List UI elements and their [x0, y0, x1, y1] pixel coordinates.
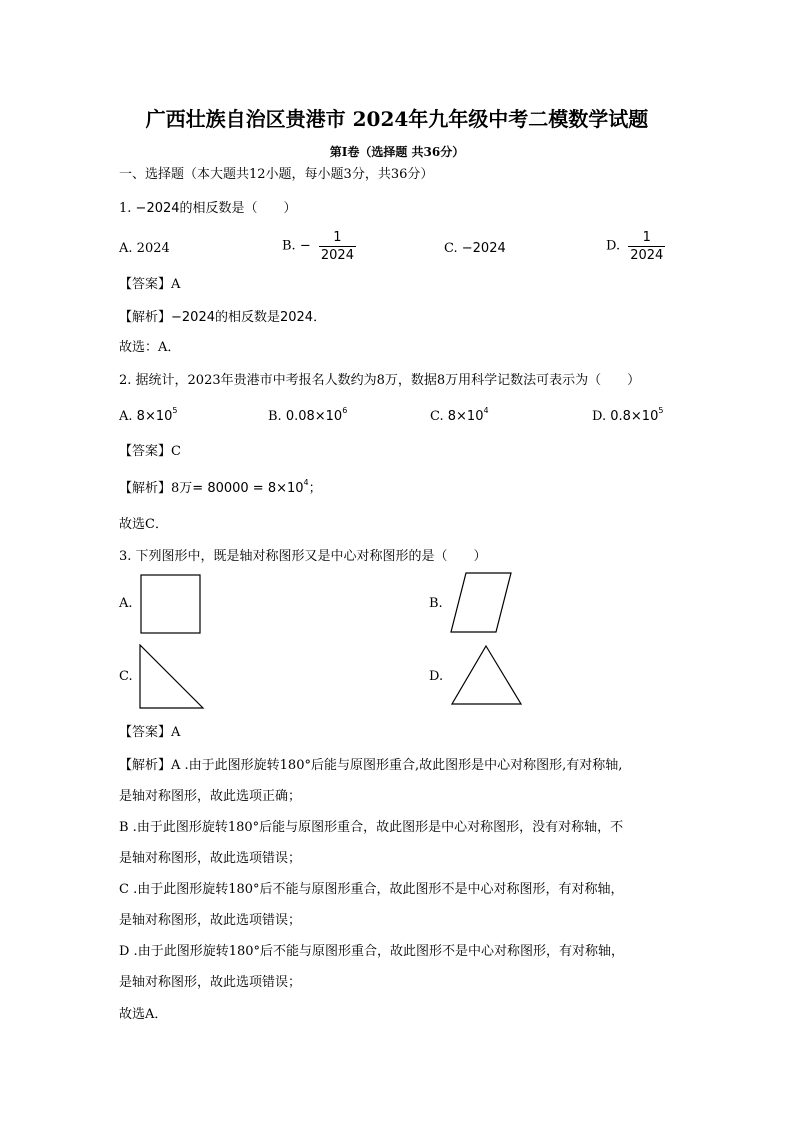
q3-option-c-label: C. — [119, 669, 133, 684]
q1-option-b — [282, 229, 356, 264]
q3-answer: 【答案】A — [119, 725, 181, 740]
fraction-denominator: 2024 — [320, 248, 354, 263]
q3-analysis-line-2: 是轴对称图形，故此选项正确； — [119, 789, 302, 804]
q3-option-b-label: B. — [429, 596, 443, 611]
q2-conclusion: 故选C． — [119, 517, 168, 532]
q1-option-c — [444, 240, 506, 258]
q2-option-c-base: 8×10 — [447, 409, 484, 424]
q3-analysis-line-4: 是轴对称图形，故此选项错误； — [119, 851, 302, 866]
q1-analysis-text: −2024的相反数是2024． — [171, 310, 327, 325]
q2-option-a-value — [136, 406, 178, 424]
q2-option-a-label: A. — [119, 409, 133, 424]
q2-option-c-value — [447, 406, 489, 424]
q1-option-c-label: C. — [444, 241, 458, 256]
q1-option-d — [606, 229, 665, 264]
parallelogram-figure — [449, 572, 513, 634]
analysis-label: 【解析】 — [119, 481, 172, 496]
q2-option-d — [592, 408, 663, 426]
q1-option-d-fraction — [628, 229, 665, 264]
q1-analysis — [119, 309, 326, 327]
section-subtitle: 第I卷（选择题 共36分） — [329, 145, 465, 159]
question-3: 3. 下列图形中，既是轴对称图形又是中心对称图形的是（ ） — [119, 549, 487, 564]
question-2: 2. 据统计，2023年贵港市中考报名人数约为8万，数据8万用科学记数法可表示为（ ） — [119, 373, 641, 388]
fraction-denominator: 2024 — [630, 248, 664, 263]
q2-option-b-exp: 6 — [342, 406, 348, 415]
q1-option-c-value: −2024 — [461, 241, 506, 256]
q3-analysis-line-6: 是轴对称图形，故此选项错误； — [119, 913, 302, 928]
q3-conclusion: 故选A． — [119, 1007, 168, 1022]
equilateral-triangle-figure — [451, 645, 523, 707]
q2-option-c — [430, 408, 489, 426]
q3-option-a-label: A. — [119, 596, 133, 611]
q2-option-b-base: 0.08×10 — [285, 409, 343, 424]
q2-option-d-exp: 5 — [658, 406, 664, 415]
question-1-text: 的相反数是（ ） — [179, 201, 297, 216]
q3-analysis-line-8: 是轴对称图形，故此选项错误； — [119, 975, 302, 990]
q1-option-b-sign: − — [299, 238, 311, 254]
section-heading: 一、选择题（本大题共12小题，每小题3分，共36分） — [119, 167, 434, 182]
q3-analysis-line-3: B .由于此图形旋转180°后能与原图形重合，故此图形是中心对称图形，没有对称轴，不 — [119, 820, 624, 835]
q2-option-a — [119, 408, 177, 426]
q1-answer: 【答案】A — [119, 277, 181, 292]
q2-analysis-post: ； — [308, 481, 322, 496]
q3-analysis-line-5: C .由于此图形旋转180°后不能与原图形重合，故此图形不是中心对称图形，有对称轴， — [119, 882, 624, 897]
fraction-numerator: 1 — [642, 230, 651, 245]
q2-option-d-label: D. — [592, 409, 607, 424]
q3-option-d-label: D. — [429, 669, 444, 684]
q2-option-a-exp: 5 — [172, 406, 178, 415]
q3-analysis-line-1: 【解析】A .由于此图形旋转180°后能与原图形重合,故此图形是中心对称图形,有对称轴, — [119, 758, 623, 773]
q2-option-b-label: B. — [268, 409, 282, 424]
q1-option-b-label: B. — [282, 238, 296, 254]
q2-option-d-value — [610, 406, 664, 424]
q2-option-b — [268, 408, 347, 426]
q1-option-b-fraction — [319, 229, 356, 264]
q1-option-a-value: 2024 — [136, 241, 170, 256]
q2-option-c-label: C. — [430, 409, 444, 424]
fraction-numerator: 1 — [333, 230, 342, 245]
analysis-label: 【解析】 — [119, 310, 172, 325]
q2-analysis — [119, 480, 322, 498]
q2-option-d-base: 0.8×10 — [610, 409, 659, 424]
question-1-math: −2024 — [135, 201, 180, 216]
q2-analysis-math: = 80000 = 8×10 — [192, 481, 304, 496]
q2-option-c-exp: 4 — [483, 406, 489, 415]
page-title: 广西壮族自治区贵港市 2024年九年级中考二模数学试题 — [145, 107, 649, 131]
q2-option-a-base: 8×10 — [136, 409, 173, 424]
square-figure — [140, 574, 202, 634]
q1-option-a-label: A. — [119, 241, 133, 256]
q2-answer: 【答案】C — [119, 444, 181, 459]
question-1-number: 1. — [119, 201, 132, 216]
right-triangle-figure — [139, 644, 205, 710]
q2-option-b-value — [285, 406, 348, 424]
q1-conclusion: 故选：A． — [119, 340, 181, 355]
q1-option-d-label: D. — [606, 238, 621, 254]
question-1 — [119, 200, 297, 218]
q2-analysis-exp: 4 — [303, 478, 309, 487]
q3-analysis-line-7: D .由于此图形旋转180°后不能与原图形重合，故此图形不是中心对称图形，有对称轴， — [119, 944, 625, 959]
q2-analysis-pre: 8万 — [171, 481, 193, 496]
q1-option-a — [119, 240, 170, 258]
